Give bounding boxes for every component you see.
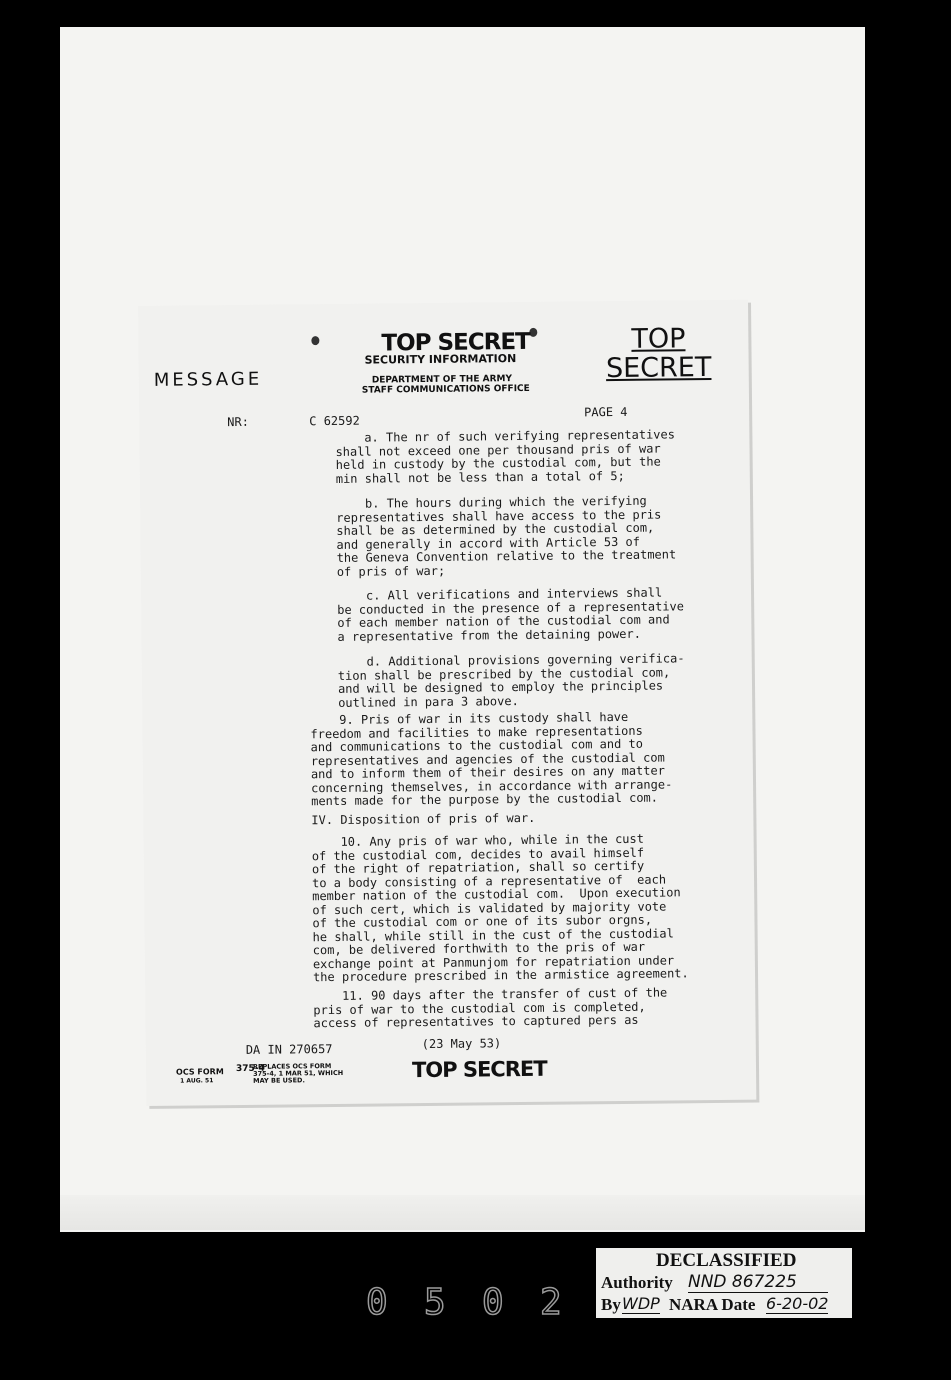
authority-label: Authority: [601, 1273, 673, 1292]
by-value: WDP: [622, 1294, 660, 1313]
paragraph-c: c. All verifications and interviews shall be conducted in the presence of a representative of each member nation of the custodial com and a representative from the detaining power.: [336, 585, 685, 644]
top-secret-stamp: [593, 324, 724, 383]
paragraph-10: 10. Any pris of war who, while in the cust of the custodial com, decides to avail himself of the right of repatriation, shall so certify to a body consisting of a representative of each member nation of the custodial com. Upon execution of such cert, which is validated by majority vote of the custodial com or one of its subor orgns, he shall, while still in the cust of the custodial com, be delivered forthwith to the pris of war exchange point at Panmunjom for repatriation under the procedure prescribed in the armistice agreement.: [311, 831, 689, 985]
paragraph-11: 11. 90 days after the transfer of cust of the pris of war to the custodial com is completed, access of representatives to captured pers as: [313, 985, 668, 1031]
authority-value: NND 867225: [688, 1272, 828, 1293]
page-number: PAGE 4: [584, 404, 628, 420]
frame-digit: 0: [482, 1282, 504, 1323]
punch-hole: [529, 328, 537, 337]
section-iv-heading: IV. Disposition of pris of war.: [311, 810, 536, 828]
message-sheet: [138, 300, 756, 1106]
form-date: 1 AUG. 51: [180, 1077, 214, 1085]
nara-date-label: NARA Date: [669, 1295, 756, 1314]
message-title: MESSAGE: [153, 368, 263, 391]
paragraph-9: 9. Pris of war in its custody shall have freedom and facilities to make representations and communications to the custodial com and to representatives and agencies of the custodial com and to inform them of their desires on any matter concerning themselves, in accordance with arrange- ments made for the purpose by the custodial com.: [310, 709, 673, 809]
form-label-block: [176, 1067, 224, 1085]
da-in-number: DA IN 270657: [245, 1042, 333, 1057]
form-number: 375-4: [235, 1063, 265, 1075]
security-information-label: SECURITY INFORMATION: [364, 352, 517, 367]
paragraph-b: b. The hours during which the verifying representatives shall have access to the pris shall be as determined by the custodial com, and generally in accord with Article 53 of the Geneva Convention relative to the treatment of pris of war;: [336, 493, 677, 579]
backing-edge: [60, 1195, 865, 1230]
stamp-line-top: TOP: [631, 323, 686, 355]
classification-footer: TOP SECRET: [411, 1056, 547, 1083]
form-label: OCS FORM: [175, 1067, 224, 1077]
frame-digit: 0: [366, 1282, 388, 1323]
message-date: (23 May 53): [421, 1036, 502, 1052]
stamp-line-secret: SECRET: [605, 352, 712, 385]
paragraph-d: d. Additional provisions governing verifica- tion shall be prescribed by the custodial com, and will be designed to employ the principles outlined in para 3 above.: [337, 651, 685, 710]
department-label: DEPARTMENT OF THE ARMY: [371, 374, 513, 386]
nr-label: NR:: [227, 414, 249, 430]
by-label: By: [601, 1295, 621, 1314]
nr-value: C 62592: [309, 413, 360, 429]
form-replaces-note: REPLACES OCS FORM 375-4, 1 MAR 51, WHICH MAY BE USED.: [252, 1062, 344, 1085]
office-label: STAFF COMMUNICATIONS OFFICE: [361, 383, 530, 396]
frame-digit: 5: [424, 1282, 446, 1323]
classification-header: TOP SECRET: [381, 328, 530, 357]
declassified-title: DECLASSIFIED: [656, 1250, 797, 1271]
declassification-stamp: [596, 1248, 852, 1318]
paragraph-a: a. The nr of such verifying representatives shall not exceed one per thousand pris of war held in custody by the custodial com, but the min shall not be less than a total of 5;: [335, 427, 676, 486]
nara-date-value: 6-20-02: [766, 1294, 829, 1313]
punch-hole: [311, 336, 319, 345]
frame-digit: 2: [540, 1282, 562, 1323]
